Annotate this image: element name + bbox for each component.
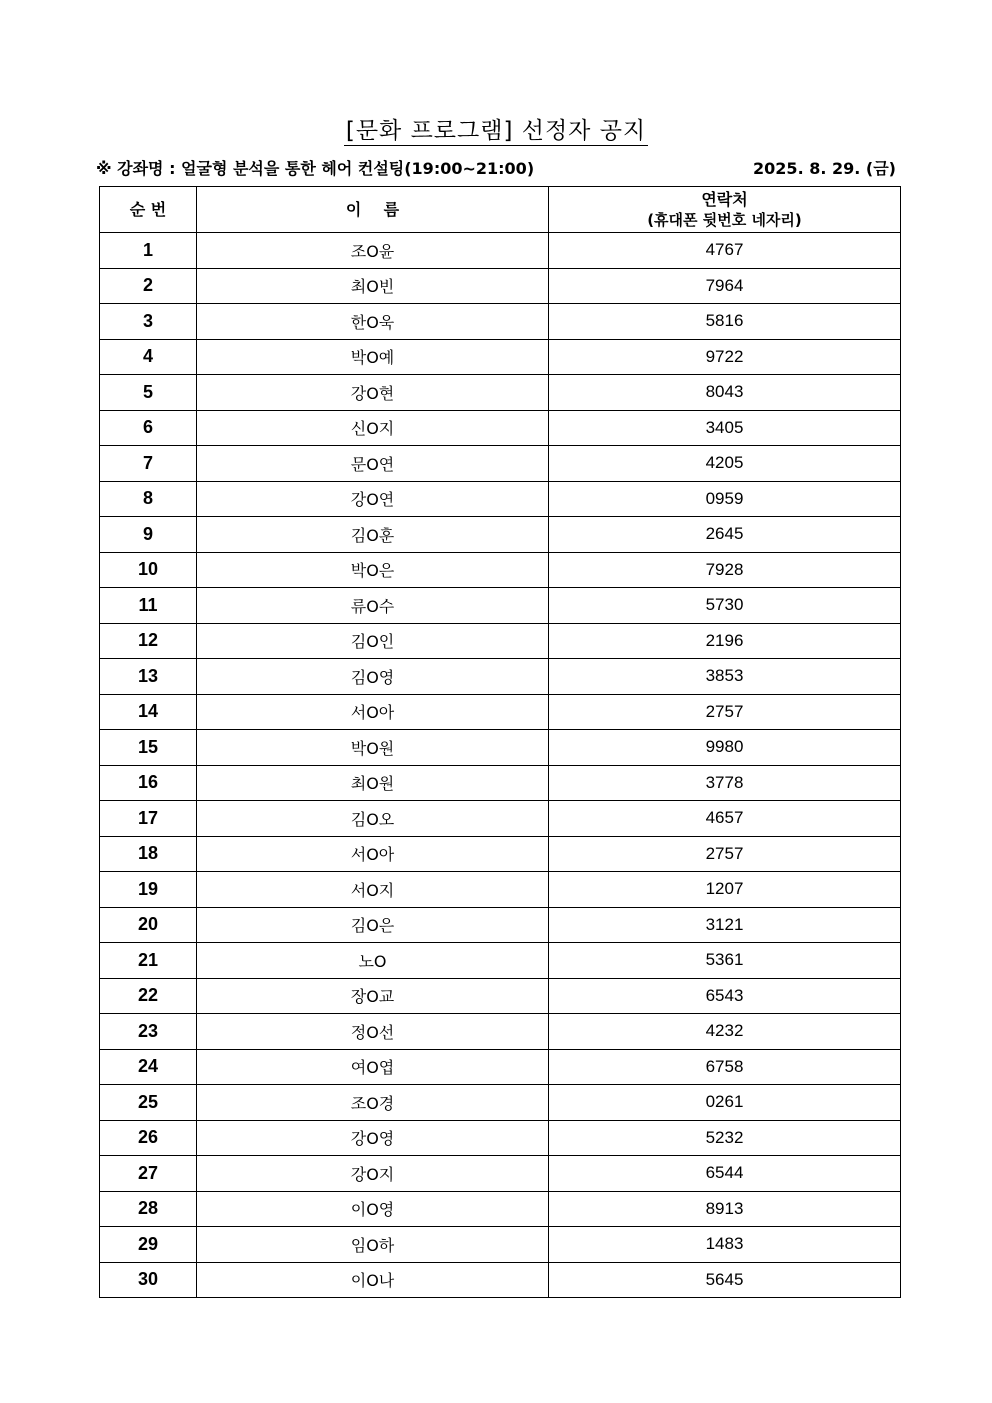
- table-row: [100, 694, 901, 730]
- row-phone: 3405: [549, 410, 901, 446]
- table-row: [100, 1049, 901, 1085]
- row-phone: 4232: [549, 1014, 901, 1050]
- row-name: 김O은: [197, 907, 549, 943]
- row-phone: 4767: [549, 233, 901, 269]
- header-phone-title: 연락처: [701, 189, 748, 209]
- row-name: 서O아: [197, 836, 549, 872]
- row-number: 2: [100, 268, 197, 304]
- header-phone: [549, 187, 901, 233]
- row-number: 6: [100, 410, 197, 446]
- row-name: 장O교: [197, 978, 549, 1014]
- row-name: 최O빈: [197, 268, 549, 304]
- row-name: 문O연: [197, 446, 549, 482]
- row-name: 류O수: [197, 588, 549, 624]
- row-name: 김O영: [197, 659, 549, 695]
- row-number: 20: [100, 907, 197, 943]
- table-row: [100, 233, 901, 269]
- row-phone: 8043: [549, 375, 901, 411]
- row-phone: 4205: [549, 446, 901, 482]
- row-number: 19: [100, 872, 197, 908]
- row-number: 21: [100, 943, 197, 979]
- info-line: [96, 156, 900, 180]
- row-name: 강O지: [197, 1156, 549, 1192]
- row-phone: 2757: [549, 694, 901, 730]
- row-number: 8: [100, 481, 197, 517]
- row-number: 4: [100, 339, 197, 375]
- row-number: 5: [100, 375, 197, 411]
- table-row: [100, 304, 901, 340]
- row-phone: 1207: [549, 872, 901, 908]
- table-row: [100, 659, 901, 695]
- table-row: [100, 730, 901, 766]
- page-title-text: [문화 프로그램] 선정자 공지: [345, 118, 647, 144]
- table-row: [100, 1227, 901, 1263]
- row-name: 정O선: [197, 1014, 549, 1050]
- table-header-row: [100, 187, 901, 233]
- row-name: 여O엽: [197, 1049, 549, 1085]
- row-number: 26: [100, 1120, 197, 1156]
- table-row: [100, 1085, 901, 1121]
- table-row: [100, 872, 901, 908]
- selection-table: [99, 186, 901, 1298]
- row-number: 17: [100, 801, 197, 837]
- row-phone: 5232: [549, 1120, 901, 1156]
- row-name: 최O원: [197, 765, 549, 801]
- header-no: 순 번: [100, 187, 197, 233]
- row-number: 11: [100, 588, 197, 624]
- row-phone: 6544: [549, 1156, 901, 1192]
- row-name: 강O연: [197, 481, 549, 517]
- table-row: [100, 943, 901, 979]
- row-name: 박O예: [197, 339, 549, 375]
- row-phone: 6758: [549, 1049, 901, 1085]
- row-name: 조O윤: [197, 233, 549, 269]
- table-row: [100, 375, 901, 411]
- row-number: 13: [100, 659, 197, 695]
- course-name: ※ 강좌명 : 얼굴형 분석을 통한 헤어 컨설팅(19:00~21:00): [96, 159, 535, 178]
- row-name: 서O아: [197, 694, 549, 730]
- row-number: 14: [100, 694, 197, 730]
- row-number: 15: [100, 730, 197, 766]
- row-phone: 5730: [549, 588, 901, 624]
- header-phone-sub: (휴대폰 뒷번호 네자리): [647, 210, 802, 229]
- row-name: 박O원: [197, 730, 549, 766]
- row-phone: 8913: [549, 1191, 901, 1227]
- row-phone: 2196: [549, 623, 901, 659]
- row-phone: 7964: [549, 268, 901, 304]
- row-phone: 3121: [549, 907, 901, 943]
- table-row: [100, 907, 901, 943]
- row-name: 조O경: [197, 1085, 549, 1121]
- table-row: [100, 801, 901, 837]
- row-number: 1: [100, 233, 197, 269]
- table-row: [100, 1120, 901, 1156]
- notice-date: 2025. 8. 29. (금): [753, 159, 896, 178]
- table-row: [100, 1156, 901, 1192]
- row-number: 22: [100, 978, 197, 1014]
- row-number: 30: [100, 1262, 197, 1298]
- row-number: 16: [100, 765, 197, 801]
- row-number: 23: [100, 1014, 197, 1050]
- row-phone: 5816: [549, 304, 901, 340]
- table-row: [100, 410, 901, 446]
- row-phone: 9980: [549, 730, 901, 766]
- row-phone: 3778: [549, 765, 901, 801]
- row-phone: 5645: [549, 1262, 901, 1298]
- row-number: 3: [100, 304, 197, 340]
- row-phone: 4657: [549, 801, 901, 837]
- row-number: 25: [100, 1085, 197, 1121]
- row-phone: 0261: [549, 1085, 901, 1121]
- table-row: [100, 588, 901, 624]
- row-phone: 6543: [549, 978, 901, 1014]
- table-row: [100, 1191, 901, 1227]
- row-phone: 7928: [549, 552, 901, 588]
- row-name: 박O은: [197, 552, 549, 588]
- row-name: 김O인: [197, 623, 549, 659]
- table-row: [100, 446, 901, 482]
- row-name: 노O: [197, 943, 549, 979]
- row-number: 24: [100, 1049, 197, 1085]
- table-row: [100, 268, 901, 304]
- header-name: 이 름: [197, 187, 549, 233]
- row-name: 강O현: [197, 375, 549, 411]
- row-name: 김O오: [197, 801, 549, 837]
- table-row: [100, 1262, 901, 1298]
- row-name: 이O나: [197, 1262, 549, 1298]
- table-row: [100, 481, 901, 517]
- table-row: [100, 978, 901, 1014]
- row-name: 한O욱: [197, 304, 549, 340]
- row-phone: 9722: [549, 339, 901, 375]
- row-number: 18: [100, 836, 197, 872]
- row-name: 서O지: [197, 872, 549, 908]
- table-row: [100, 552, 901, 588]
- row-phone: 0959: [549, 481, 901, 517]
- page-title: [0, 112, 992, 145]
- row-number: 7: [100, 446, 197, 482]
- row-phone: 5361: [549, 943, 901, 979]
- row-name: 강O영: [197, 1120, 549, 1156]
- row-phone: 2645: [549, 517, 901, 553]
- table-row: [100, 517, 901, 553]
- row-name: 김O훈: [197, 517, 549, 553]
- table-row: [100, 765, 901, 801]
- row-number: 29: [100, 1227, 197, 1263]
- table-row: [100, 623, 901, 659]
- row-name: 이O영: [197, 1191, 549, 1227]
- table-row: [100, 339, 901, 375]
- row-name: 임O하: [197, 1227, 549, 1263]
- table-body: [100, 233, 901, 1298]
- table-row: [100, 1014, 901, 1050]
- row-phone: 1483: [549, 1227, 901, 1263]
- row-phone: 2757: [549, 836, 901, 872]
- row-number: 27: [100, 1156, 197, 1192]
- row-number: 12: [100, 623, 197, 659]
- row-number: 9: [100, 517, 197, 553]
- table-row: [100, 836, 901, 872]
- row-number: 28: [100, 1191, 197, 1227]
- row-name: 신O지: [197, 410, 549, 446]
- row-phone: 3853: [549, 659, 901, 695]
- row-number: 10: [100, 552, 197, 588]
